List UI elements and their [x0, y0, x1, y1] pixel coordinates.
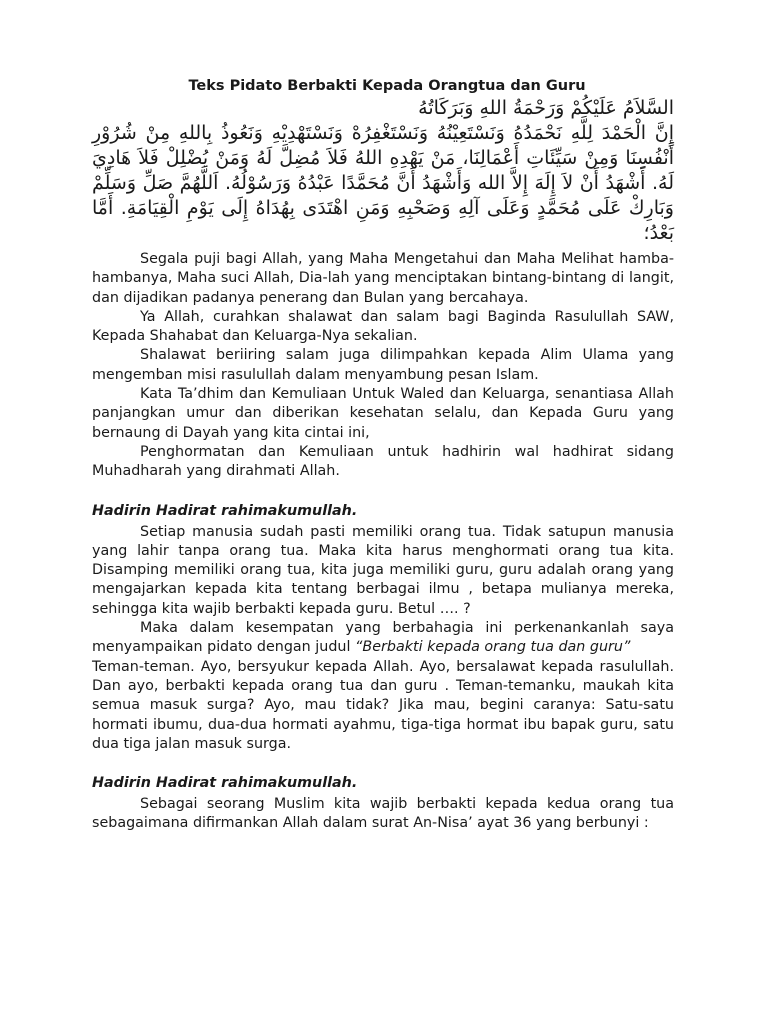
section-heading: Hadirin Hadirat rahimakumullah. [92, 775, 358, 792]
speech-title-quote: “Berbakti kepada orang tua dan guru” [354, 639, 631, 656]
body-text: Maka dalam kesempatan yang berbahagia ini perkenankanlah saya menyampaikan pidato dengan judul [92, 620, 674, 656]
section-heading: Hadirin Hadirat rahimakumullah. [92, 502, 358, 519]
paragraph-gap [92, 754, 674, 773]
body-paragraph: Teman-teman. Ayo, bersyukur kepada Allah. Ayo, bersalawat kepada rasulullah. Dan ayo, berbakti kepada orang tua dan guru . Teman-temanku, maukah kita semua masuk surga? Ayo, mau tidak? Jika mau, begini caranya: Satu-satu hormati ibumu, dua-dua hormati ayahmu, tiga-tiga hormat ibu bapak guru, satu dua tiga jalan masuk surga. [92, 658, 674, 752]
intro-paragraph: Penghormatan dan Kemuliaan untuk hadhirin wal hadhirat sidang Muhadharah yang dirahmati Allah. [92, 443, 674, 480]
intro-paragraph: Segala puji bagi Allah, yang Maha Mengetahui dan Maha Melihat hamba-hambanya, Maha suci Allah, Dia-lah yang menciptakan bintang-bintang di langit, dan dijadikan padanya penerang dan Bulan yang bercahaya. [92, 251, 674, 306]
body-paragraph [92, 619, 674, 658]
arabic-salam: السَّلاَمُ عَلَيْكُمْ وَرَحْمَةُ اللهِ وَبَرَكَاتُهُ [418, 97, 674, 119]
arabic-khutbah: إِنَّ الْحَمْدَ لِلَّهِ نَحْمَدُهُ وَنَسْتَعِيْنُهُ وَنَسْتَغْفِرُهْ وَنَسْتَهْدِيْهِ وَنَعُوذُ بِاللهِ مِنْ شُرُوْرِ أَنْفُسِنَا وَمِنْ سَيِّئَاتِ أَعْمَالِنَا، مَنْ يَهْدِهِ اللهُ فَلاَ مُضِلَّ لَهُ وَمَنْ يُضْلِلْ فَلاَ هَادِيَ لَهُ. أَشْهَدُ أَنْ لاَ إِلَهَ إِلاَّ الله وَأَشْهَدُ أَنَّ مُحَمَّدًا عَبْدُهُ وَرَسُوْلُهُ. اَللَّهُمَّ صَلِّ وَسَلِّمْ وَبَارِكْ عَلَى مُحَمَّدٍ وَعَلَى آلِهِ وَصَحْبِهِ وَمَنِ اهْتَدَى بِهُدَاهُ إِلَى يَوْمِ الْقِيَامَةِ. أَمَّا بَعْدُ؛ [92, 122, 674, 244]
body-paragraph: Sebagai seorang Muslim kita wajib berbakti kepada kedua orang tua sebagaimana difirmankan Allah dalam surat An-Nisa’ ayat 36 yang berbunyi : [92, 796, 674, 832]
arabic-opening [92, 96, 674, 246]
intro-paragraph: Kata Ta’dhim dan Kemuliaan Untuk Waled dan Keluarga, senantiasa Allah panjangkan umur dan diberikan kesehatan selalu, dan Kepada Guru yang bernaung di Dayah yang kita cintai ini, [92, 386, 674, 441]
intro-paragraph: Shalawat beriiring salam juga dilimpahkan kepada Alim Ulama yang mengemban misi rasulullah dalam menyambung pesan Islam. [92, 347, 674, 383]
paragraph-gap [92, 482, 674, 501]
intro-paragraph: Ya Allah, curahkan shalawat dan salam bagi Baginda Rasulullah SAW, Kepada Shahabat dan Keluarga-Nya sekalian. [92, 308, 674, 345]
document-title: Teks Pidato Berbakti Kepada Orangtua dan Guru [188, 78, 586, 94]
document-page [92, 76, 674, 834]
body-paragraph: Setiap manusia sudah pasti memiliki orang tua. Tidak satupun manusia yang lahir tanpa orang tua. Maka kita harus menghormati orang tua kita. Disamping memiliki orang tua, kita juga memiliki guru, guru adalah orang yang mengajarkan kepada kita tentang berbagai ilmu , betapa mulianya mereka, sehingga kita wajib berbakti kepada guru. Betul …. ? [92, 523, 674, 617]
